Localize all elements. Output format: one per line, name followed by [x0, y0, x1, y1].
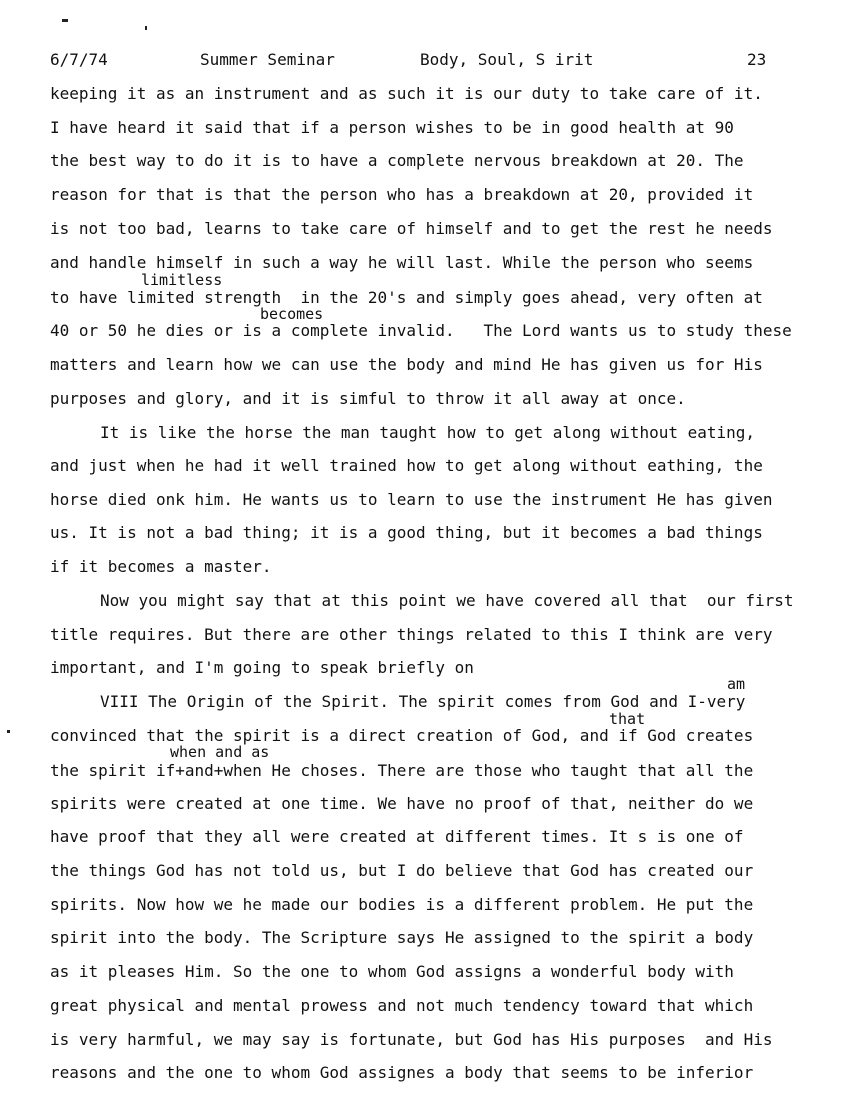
text-line: spirits were created at one time. We have no proof of that, neither do we — [50, 794, 754, 813]
text-line: great physical and mental prowess and not much tendency toward that which — [50, 996, 754, 1015]
text-line: the best way to do it is to have a complete nervous breakdown at 20. The — [50, 151, 744, 170]
text-line: is not too bad, learns to take care of himself and to get the rest he needs — [50, 219, 773, 238]
scan-speck — [62, 19, 68, 22]
text-line: horse died onk him. He wants us to learn to use the instrument He has given — [50, 490, 773, 509]
text-line: It is like the horse the man taught how to get along without eating, — [100, 423, 756, 442]
text-line: keeping it as an instrument and as such it is our duty to take care of it. — [50, 84, 763, 103]
text-line: I have heard it said that if a person wishes to be in good health at 90 — [50, 118, 734, 137]
text-line: convinced that the spirit is a direct creation of God, and if God creates — [50, 726, 754, 745]
text-line: 40 or 50 he dies or is a complete invalid. The Lord wants us to study these — [50, 321, 792, 340]
text-line: title requires. But there are other things related to this I think are very — [50, 625, 773, 644]
header-series: Summer Seminar — [200, 50, 335, 69]
header-date: 6/7/74 — [50, 50, 108, 69]
text-line: us. It is not a bad thing; it is a good thing, but it becomes a bad things — [50, 523, 763, 542]
text-line: important, and I'm going to speak briefly on — [50, 658, 474, 677]
text-line: spirits. Now how we he made our bodies is a different problem. He put the — [50, 895, 754, 914]
inserted-word-am: am — [727, 675, 746, 693]
text-line: have proof that they all were created at different times. It s is one of — [50, 827, 744, 846]
text-line: and handle himself in such a way he will last. While the person who seems — [50, 253, 754, 272]
text-line: Now you might say that at this point we have covered all that our first — [100, 591, 794, 610]
inserted-word-becomes: becomes — [260, 305, 324, 323]
header-title: Body, Soul, S irit — [420, 50, 594, 69]
inserted-word-that: that — [609, 710, 646, 728]
scan-speck — [7, 730, 10, 733]
inserted-word-limitless: limitless — [141, 271, 223, 289]
scan-speck — [145, 26, 147, 30]
text-line: if it becomes a master. — [50, 557, 272, 576]
text-line: to have limited strength in the 20's and simply goes ahead, very often at — [50, 288, 763, 307]
text-line: reasons and the one to whom God assignes a body that seems to be inferior — [50, 1063, 754, 1082]
text-line: as it pleases Him. So the one to whom God assigns a wonderful body with — [50, 962, 734, 981]
text-line: the things God has not told us, but I do believe that God has created our — [50, 861, 754, 880]
text-line: the spirit if+and+when He choses. There are those who taught that all the — [50, 761, 754, 780]
text-line: matters and learn how we can use the body and mind He has given us for His — [50, 355, 763, 374]
text-line: VIII The Origin of the Spirit. The spirit comes from God and I-very — [100, 692, 746, 711]
text-line: is very harmful, we may say is fortunate, but God has His purposes and His — [50, 1030, 773, 1049]
header-page-number: 23 — [747, 50, 767, 69]
text-line: spirit into the body. The Scripture says He assigned to the spirit a body — [50, 928, 754, 947]
text-line: and just when he had it well trained how to get along without eathing, the — [50, 456, 763, 475]
text-line: reason for that is that the person who has a breakdown at 20, provided it — [50, 185, 754, 204]
text-line: purposes and glory, and it is simful to throw it all away at once. — [50, 389, 686, 408]
inserted-words-when-and-as: when and as — [170, 743, 270, 761]
